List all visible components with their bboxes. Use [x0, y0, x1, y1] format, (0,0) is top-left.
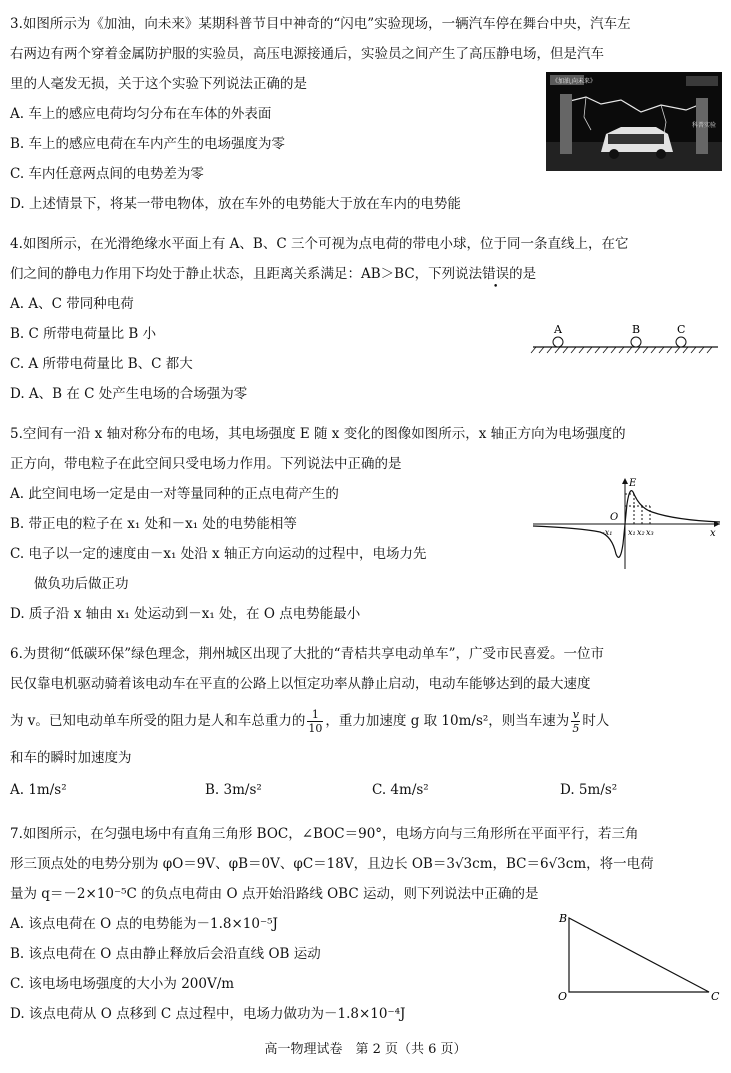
tick-x1: x₁: [628, 528, 636, 537]
q7-triangle-figure: [555, 910, 725, 1005]
q6-option-a: A. 1m/s²: [10, 782, 67, 798]
q4-option-a: A. A、C 带同种电荷: [10, 296, 134, 312]
q4-option-b: B. C 所带电荷量比 B 小: [10, 326, 157, 342]
vertex-o: O: [558, 990, 568, 1003]
q3-stem-line2: 右两边有两个穿着金属防护服的实验员，高压电源接通后，实验员之间产生了高压静电场，但是汽车: [10, 46, 604, 62]
q3-option-d: D. 上述情景下，将某一带电物体，放在车外的电势能大于放在车内的电势能: [10, 196, 461, 212]
fraction-v-over-5: $\frac{v}{5}$: [572, 708, 580, 735]
q6-stem-line2: 民仅靠电机驱动骑着该电动车在平直的公路上以恒定功率从静止启动，电动车能够达到的最大速度: [10, 676, 591, 692]
q7-option-b: B. 该点电荷在 O 点由静止释放后会沿直线 OB 运动: [10, 946, 321, 962]
q3-experiment-photo: [546, 72, 722, 171]
q3-stem-line1: 3.如图所示为《加油，向未来》某期科普节目中神奇的“闪电”实验现场，一辆汽车停在舞台中央，汽车左: [10, 16, 631, 32]
q3-option-a: A. 车上的感应电荷均匀分布在车体的外表面: [10, 106, 272, 122]
tick-neg-x1: -x₁: [602, 528, 613, 537]
label-b: B: [632, 323, 641, 336]
q6-option-c: C. 4m/s²: [372, 782, 429, 798]
q4-figure: [528, 318, 723, 358]
q5-option-c-line1: C. 电子以一定的速度由－x₁ 处沿 x 轴正方向运动的过程中，电场力先: [10, 546, 427, 562]
axis-label-x: x: [710, 528, 716, 539]
vertex-b: B: [559, 912, 568, 925]
q5-option-a: A. 此空间电场一定是由一对等量同种的正点电荷产生的: [10, 486, 339, 502]
tick-x2: x₂: [637, 528, 645, 537]
q6-stem-line4: 和车的瞬时加速度为: [10, 750, 132, 766]
q3-photo-illustration: [546, 72, 722, 171]
photo-tag-left: 《加油,向未来》: [552, 78, 596, 85]
q5-e-x-graph: [530, 474, 725, 574]
q5-option-b: B. 带正电的粒子在 x₁ 处和－x₁ 处的电势能相等: [10, 516, 297, 532]
page-footer: 高一物理试卷 第 2 页（共 6 页）: [264, 1042, 467, 1057]
q7-option-a: A. 该点电荷在 O 点的电势能为－1.8×10⁻⁵J: [10, 916, 278, 932]
q4-emphasis-wrong: 错误: [482, 266, 510, 282]
q4-stem-line2: 们之间的静电力作用下均处于静止状态，且距离关系满足：AB＞BC，下列说法错误的是: [10, 266, 537, 282]
triangle-boc: [569, 918, 709, 992]
q5-option-c-line2: 做负功后做正功: [34, 576, 129, 592]
q7-stem-line1: 7.如图所示，在匀强电场中有直角三角形 BOC，∠BOC＝90°，电场方向与三角形所在平面平行，若三角: [10, 826, 639, 842]
q6-stem-line1: 6.为贯彻“低碳环保”绿色理念，荆州城区出现了大批的“青桔共享电动单车”，广受市民喜爱。一位市: [10, 646, 604, 662]
q3-option-b: B. 车上的感应电荷在车内产生的电场强度为零: [10, 136, 286, 152]
q4-stem-line1: 4.如图所示，在光滑绝缘水平面上有 A、B、C 三个可视为点电荷的带电小球，位于同一条直线上，在它: [10, 236, 629, 252]
ball-b: [631, 337, 641, 347]
q3-option-c: C. 车内任意两点间的电势差为零: [10, 166, 204, 182]
q7-option-c: C. 该电场电场强度的大小为 200V/m: [10, 976, 235, 992]
vertex-c: C: [711, 990, 720, 1003]
q6-option-b: B. 3m/s²: [205, 782, 262, 798]
origin-label-o: O: [610, 512, 619, 523]
ball-a: [553, 337, 563, 347]
q4-option-c: C. A 所带电荷量比 B、C 都大: [10, 356, 193, 372]
q3-stem-line3: 里的人毫发无损，关于这个实验下列说法正确的是: [10, 76, 307, 92]
label-c: C: [677, 323, 686, 336]
axis-label-e: E: [629, 478, 637, 489]
label-a: A: [554, 323, 562, 336]
q5-stem-line2: 正方向，带电粒子在此空间只受电场力作用。下列说法中正确的是: [10, 456, 402, 472]
q4-option-d: D. A、B 在 C 处产生电场的合场强为零: [10, 386, 248, 402]
q5-stem-line1: 5.空间有一沿 x 轴对称分布的电场，其电场强度 E 随 x 变化的图像如图所示，x 轴正方向为电场强度的: [10, 426, 626, 442]
q6-stem-line3: 为 v。已知电动单车所受的阻力是人和车总重力的 $\frac{1}{10}$ ，重力加速度 g 取 10m/s²，则当车速为 $\frac{v}{5}$ 时人: [10, 708, 610, 735]
q6-option-d: D. 5m/s²: [560, 782, 618, 798]
q7-stem-line2: 形三顶点处的电势分别为 φO＝9V、φB＝0V、φC＝18V，且边长 OB＝3√3cm，BC＝6√3cm，将一电荷: [10, 856, 654, 872]
fraction-one-tenth: $\frac{1}{10}$: [308, 708, 323, 735]
photo-tag-right: 科普实验: [692, 122, 717, 129]
q7-option-d: D. 该点电荷从 O 点移到 C 点过程中，电场力做功为－1.8×10⁻⁴J: [10, 1006, 406, 1022]
q7-stem-line3: 量为 q＝－2×10⁻⁵C 的负点电荷由 O 点开始沿路线 OBC 运动，则下列说法中正确的是: [10, 886, 539, 902]
tick-x3: x₃: [646, 528, 654, 537]
q5-option-d: D. 质子沿 x 轴由 x₁ 处运动到－x₁ 处，在 O 点电势能最小: [10, 606, 361, 622]
ball-c: [676, 337, 686, 347]
